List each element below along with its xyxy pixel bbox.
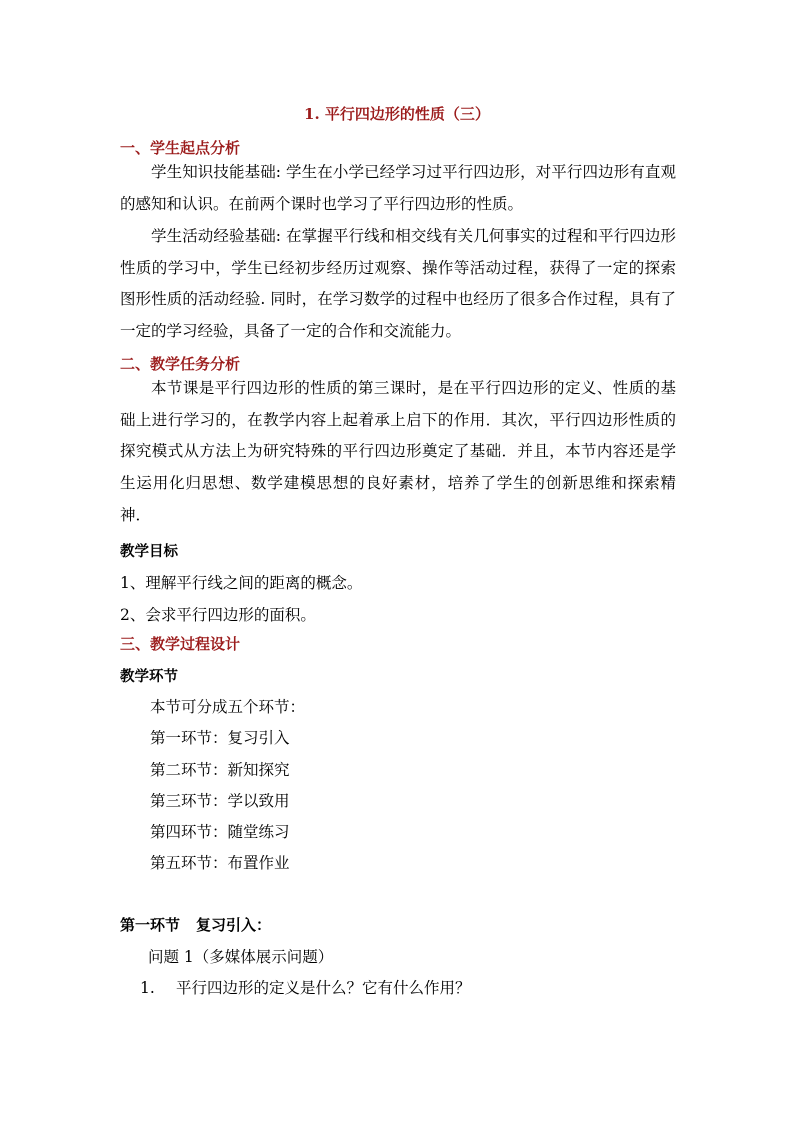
goals-heading: 教学目标	[120, 543, 178, 560]
paragraph-knowledge-basis: 学生知识技能基础: 学生在小学已经学习过平行四边形，对平行四边形有直观的感知和认识。在前两个课时也学习了平行四边形的性质。	[120, 163, 676, 213]
stage-list-item: 第二环节：新知探究	[150, 761, 290, 779]
stage1-label: 第一环节	[120, 916, 181, 934]
stage-list-item: 第三环节：学以致用	[150, 792, 290, 810]
paragraph-task-analysis: 本节课是平行四边形的性质的第三课时，是在平行四边形的定义、性质的基础上进行学习的，在教学内容上起着承上启下的作用．其次，平行四边形性质的探究模式从方法上为研究特殊的平行四边形奠定了基础．并且，本节内容还是学生运用化归思想、数学建模思想的良好素材，培养了学生的创新思维和探索精神．	[120, 379, 676, 524]
stage-list-item: 第一环节：复习引入	[150, 729, 290, 747]
stage1-heading	[120, 914, 271, 935]
goal-item: 2、会求平行四边形的面积。	[120, 606, 316, 624]
question-item-number: 1.	[140, 979, 155, 997]
paragraph-activity-basis: 学生活动经验基础: 在掌握平行线和相交线有关几何事实的过程和平行四边形性质的学习中，学生已经初步经历过观察、操作等活动过程，获得了一定的探索图形性质的活动经验. 同时，在学习数学的过程中也经历了很多合作过程，具有了一定的学习经验，具备了一定的合作和交流能力。	[120, 227, 676, 341]
stages-heading: 教学环节	[120, 668, 178, 685]
question-label: 问题 1（多媒体展示问题）	[148, 948, 334, 966]
question-item-text: 平行四边形的定义是什么？它有什么作用？	[176, 979, 471, 997]
section-heading-process-design: 三、教学过程设计	[120, 635, 241, 653]
stage1-name: 复习引入：	[196, 916, 272, 934]
section-heading-task-analysis: 二、教学任务分析	[120, 355, 241, 373]
stage-list-item: 第五环节：布置作业	[150, 854, 290, 872]
page-title: 1. 平行四边形的性质（三）	[304, 105, 490, 123]
section-heading-student-analysis: 一、学生起点分析	[120, 139, 241, 157]
question-item	[140, 976, 471, 998]
goal-item: 1、理解平行线之间的距离的概念。	[120, 574, 363, 592]
stage-list-item: 第四环节：随堂练习	[150, 823, 290, 841]
stages-intro: 本节可分成五个环节：	[150, 698, 306, 716]
